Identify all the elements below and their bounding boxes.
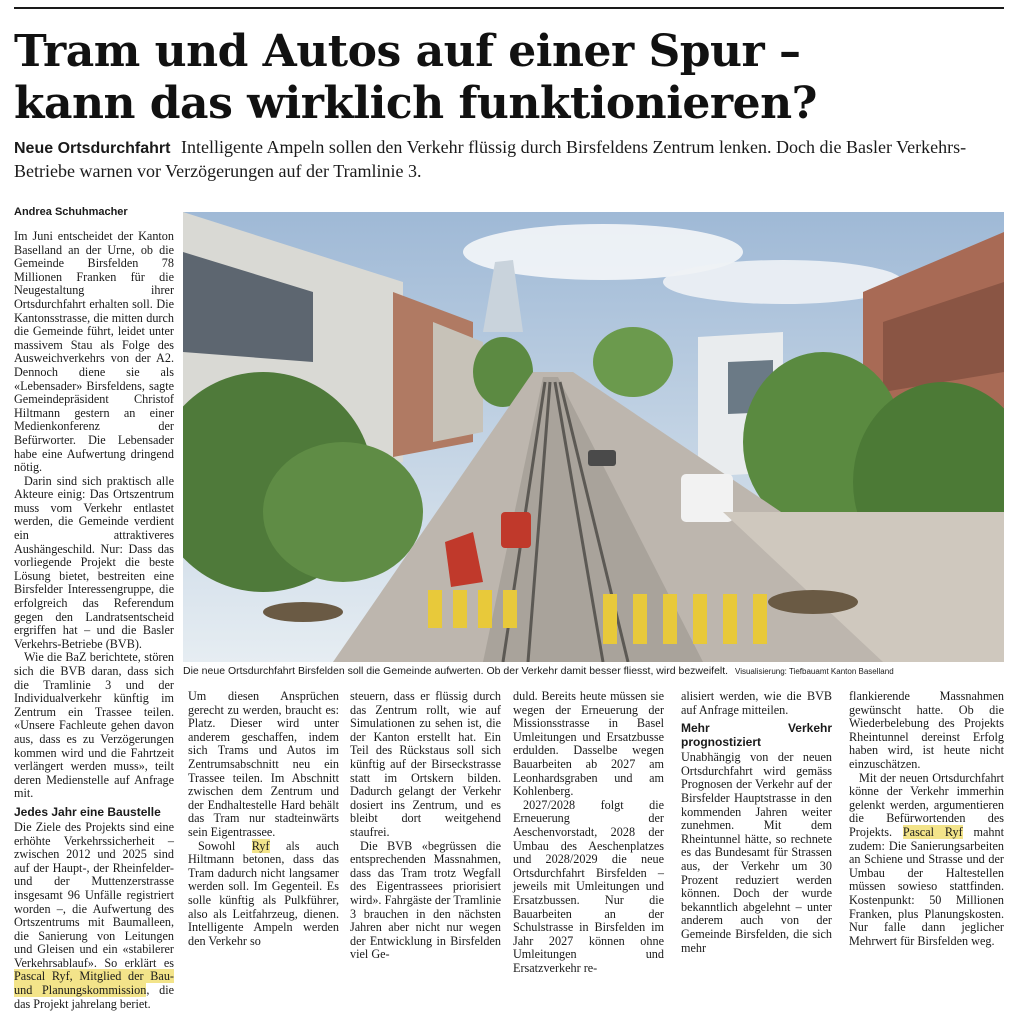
column-1 (14, 230, 174, 1011)
headline-line-1: Tram und Autos auf einer Spur – (14, 26, 801, 77)
headline (14, 26, 1004, 130)
col6-p2-end: mahnt zudem: Die Sanierungsarbeiten an Schiene und Strasse und der Umbau der Haltestellen müssen sowieso stattfinden. Kostenpunkt: 50 Millionen Franken, plus Planungskosten. Nur falle dann jeglicher Mehrwert für Birsfelden weg. (849, 824, 1005, 948)
column-4 (513, 690, 664, 975)
headline-line-2: kann das wirklich funktionieren? (14, 78, 817, 129)
col3-paragraph-2: Die BVB «begrüssen die entsprechenden Massnahmen, dass das Tram trotz Wegfall des Eigentrassees priorisiert wird». Fahrgäste der Tramlinie 3 brauchen in den nächsten Jahren aber nicht nur wegen der Entwicklung in Birsfelden viel Ge- (350, 838, 501, 962)
lead-paragraph (14, 136, 1004, 182)
column-6 (849, 690, 1004, 948)
col1-paragraph-4 (14, 821, 174, 1011)
col1-p4-end: , die das Projekt jahrelang beriet. (14, 983, 174, 1011)
col6-p2-start: Mit der neuen Ortsdurchfahrt könne der Verkehr immerhin gelenkt werden, argumentieren die Befürwortenden des Projekts. (849, 770, 1004, 839)
col1-paragraph-3: Wie die BaZ berichtete, stören sich die BVB daran, dass sich die Tramlinie 3 und der Individualverkehr künftig im Zentrum ein Trassee teilen. «Unsere Fachleute gehen davon aus, dass es zu Verzögerungen kommen wird und die Fahrtzeit verlängert werden muss», teilt deren Medienstelle auf Anfrage mit. (14, 650, 174, 801)
highlight-pascal-ryf: Pascal Ryf, Mitglied der Bau- und Planungskommission (14, 969, 174, 998)
photo-credit: Visualisierung: Tiefbauamt Kanton Baselland (735, 667, 894, 676)
col1-paragraph-1: Im Juni entscheidet der Kanton Baselland an der Urne, ob die Gemeinde Birsfelden 78 Millionen Franken für die Neugestaltung ihrer Ortsdurchfahrt erhalten soll. Die Kantonsstrasse, die mitten durch die Gemeinde führt, leidet unter massivem Stau als Folge des Ausweichverkehrs von der A2. Dennoch diene sie als «Lebensader» Birsfeldens, sagte Gemeindepräsident Christof Hiltmann gestern an einer Medienkonferenz der Befürworter. Die Lebensader habe eine Aufwertung dringend nötig. (14, 229, 174, 475)
col1-subhead: Jedes Jahr eine Baustelle (14, 804, 161, 819)
col2-p2-end: als auch Hiltmann betonen, dass das Tram dadurch nicht langsamer werden soll. Im Gegenteil. Es solle künftig als Pulkführer, also als Leitfahrzeug, dienen. Intelligente Ampeln werden den Verkehr so (188, 838, 339, 948)
caption-text: Die neue Ortsdurchfahrt Birsfelden soll die Gemeinde aufwerten. Ob der Verkehr damit besser fliesst, wird bezweifelt. (183, 665, 729, 677)
col2-paragraph-2 (188, 840, 339, 949)
col5-subhead: Mehr Verkehr prognostiziert (681, 721, 832, 750)
col3-paragraph-1: steuern, dass er flüssig durch das Zentrum rollt, wie auf Simulationen zu sehen ist, die der Kanton erstellt hat. Ein Teil des Rückstaus soll sich künftig auf der Birseckstrasse statt im Ortskern bilden. Dadurch gelangt der Verkehr dosiert ins Zentrum, und es bleibt dort weitgehend staufrei. (350, 689, 501, 839)
col4-paragraph-2: 2027/2028 folgt die Erneuerung der Aeschenvorstadt, 2028 der Umbau des Aeschenplatzes und 2028/2029 die neue Ortsdurchfahrt Birsfelden – jeweils mit Umleitungen und Ersatzbussen. Nur die Bauarbeiten an der Schulstrasse in Birsfelden im Jahr 2027 können ohne Umleitungen und Ersatzverkehr re- (513, 797, 664, 975)
col1-p4-text: Die Ziele des Projekts sind eine erhöhte Verkehrssicherheit – zwischen 2012 und 2025 sind auf der Haupt-, der Rheinfelder- und der Muttenzerstrasse insgesamt 96 Unfälle registriert worden –, die Aufwertung des Ortszentrums mit Baumalleen, die Sanierung von Leitungen und Gleisen und ein «stabilerer Verkehrsablauf». So erklärt es (14, 819, 174, 970)
article-photo (183, 212, 1004, 662)
kicker: Neue Ortsdurchfahrt (14, 140, 171, 157)
col2-paragraph-1: Um diesen Ansprüchen gerecht zu werden, braucht es: Platz. Dieser wird unter anderem geschaffen, indem sich Trams und Autos im Zentrumsabschnitt neu ein Trassee teilen. Im Abschnitt zwischen dem Zentrum und der Endhaltestelle Hard behält das Tram nur stadteinwärts sein Eigentrassee. (188, 689, 339, 839)
column-5 (681, 690, 832, 955)
author-byline: Andrea Schuhmacher (14, 206, 128, 218)
highlight-ryf: Ryf (251, 838, 270, 853)
col5-paragraph-1: alisiert werden, wie die BVB auf Anfrage mitteilen. (681, 689, 832, 717)
highlight-pascal-ryf-2: Pascal Ryf (902, 824, 963, 839)
top-rule (14, 7, 1004, 9)
lead-text: Intelligente Ampeln sollen den Verkehr flüssig durch Birsfeldens Zentrum lenken. Doch die Basler Verkehrs-Betriebe warnen vor Verzögerungen auf der Tramlinie 3. (14, 137, 967, 181)
col2-p2-start: Sowohl (198, 838, 236, 853)
column-3 (350, 690, 501, 962)
col4-paragraph-1: duld. Bereits heute müssen sie wegen der Erneuerung der Missionsstrasse in Basel Umleitungen und Ersatzbusse erdulden. Dasselbe wegen Bauarbeiten ab 2027 am Leonhardsgraben und am Kohlenberg. (513, 689, 664, 799)
col6-paragraph-2 (849, 772, 1004, 949)
column-2 (188, 690, 339, 948)
col5-paragraph-2: Unabhängig von der neuen Ortsdurchfahrt wird gemäss Prognosen der Verkehr auf der Birsfelder Hauptstrasse in den kommenden Jahren weiter zunehmen. Mit dem Rheintunnel hätte, so rechnete es das Bundesamt für Strassen aus, der Verkehr um 30 Prozent reduziert werden können. Doch der wurde bekanntlich abgelehnt – unter anderem auch von der Gemeinde Birsfelden, die sich mehr (681, 750, 832, 955)
col6-paragraph-1: flankierende Massnahmen gewünscht hatte. Ob die Wiederbelebung des Projekts Rheintunnel dereinst Erfolg haben wird, ist heute nicht einzuschätzen. (849, 689, 1004, 771)
photo-caption (183, 665, 1004, 678)
col1-paragraph-2: Darin sind sich praktisch alle Akteure einig: Das Ortszentrum muss vom Verkehr entlastet werden, die Gemeinde verdient ein attraktiveres Aushängeschild. Nur: Dass das vorliegende Projekt die beste Lösung bietet, bestreiten eine Birsfelder Interessengruppe, die erfolgreich das Referendum gegen den Landratsentscheid ergriffen hat – und die Basler Verkehrs-Betriebe (BVB). (14, 473, 174, 651)
